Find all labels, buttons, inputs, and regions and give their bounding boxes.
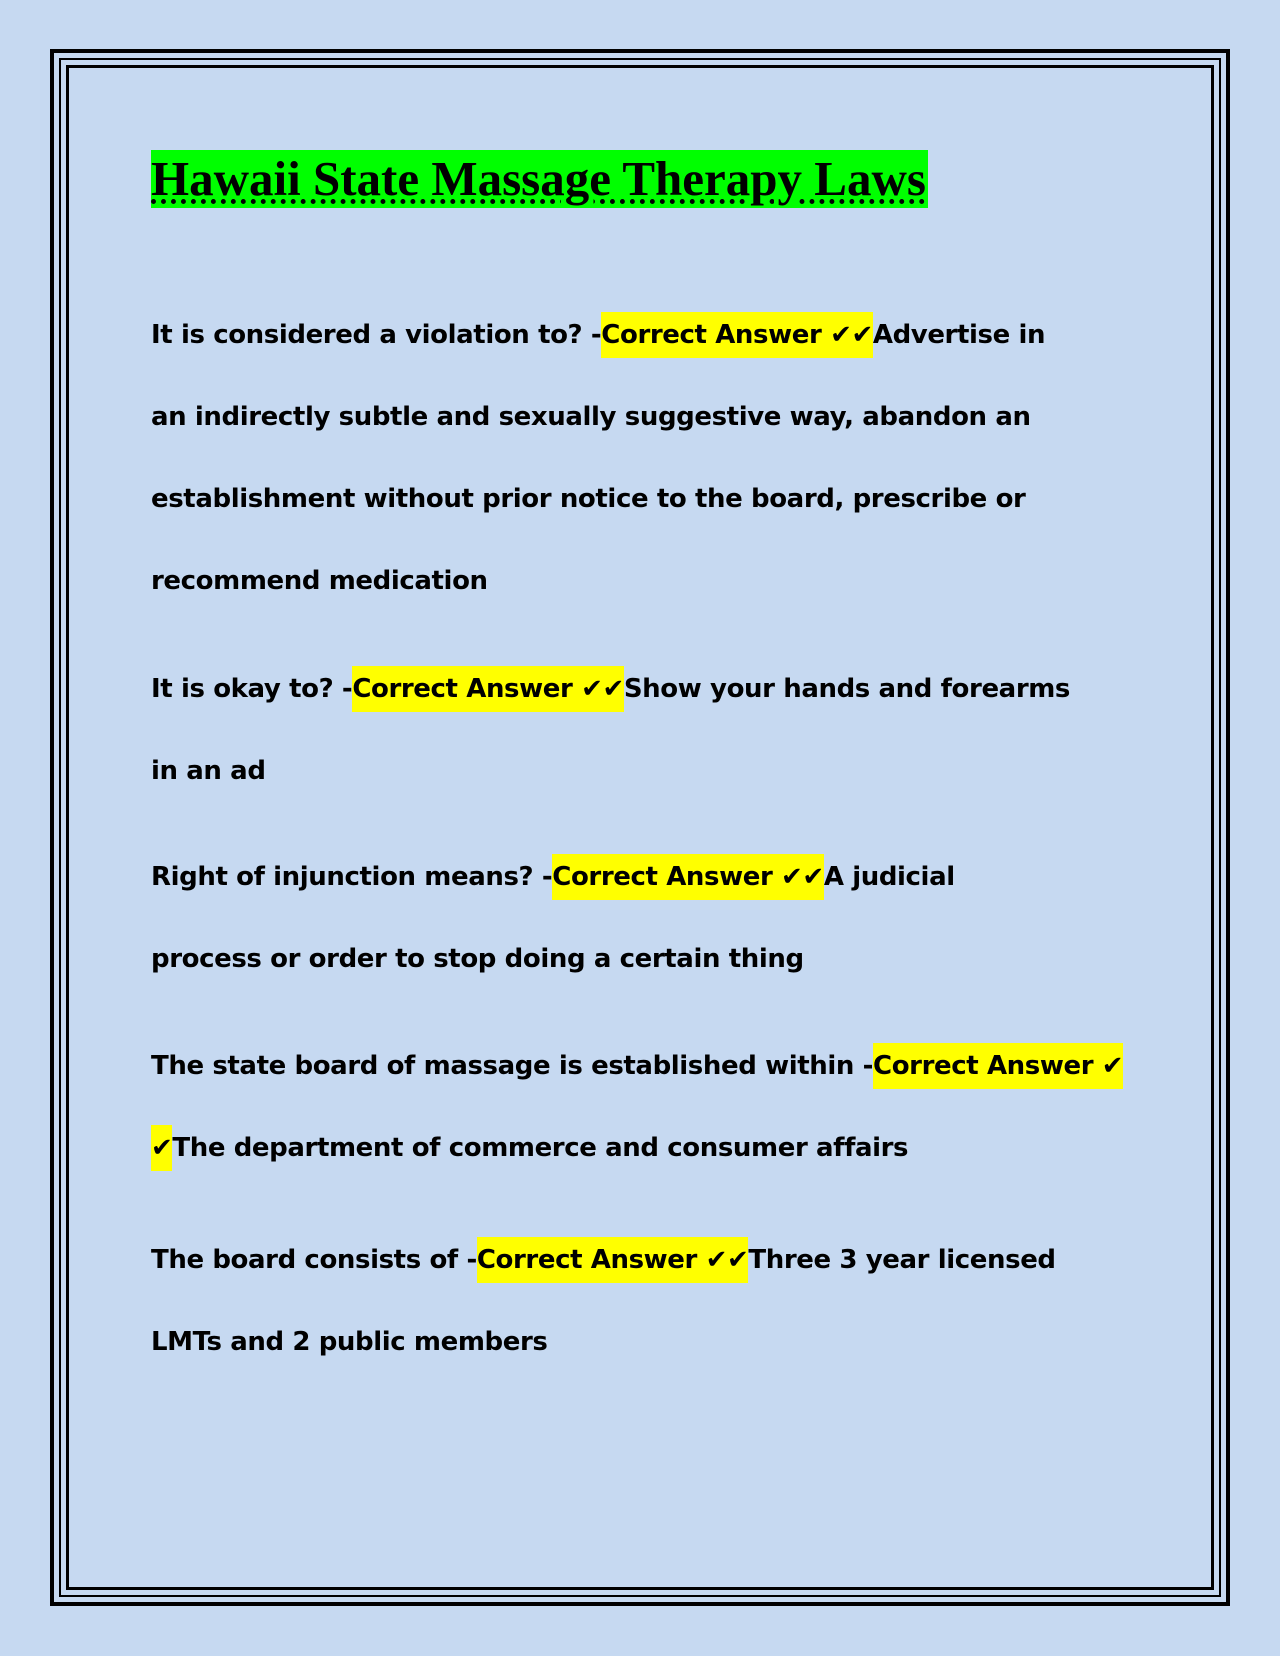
answer-label: Correct Answer — [552, 862, 773, 892]
question-text: The board consists of - — [151, 1245, 477, 1275]
question-text: The state board of massage is established within - — [151, 1051, 874, 1081]
answer-continuation: recommend medication — [151, 566, 488, 596]
document-body — [151, 150, 1141, 1357]
answer-text: Show your hands and forearms — [623, 674, 1071, 704]
qa-item — [151, 1025, 1123, 1189]
answer-label: Correct Answer — [352, 674, 573, 704]
qa-item — [151, 648, 1070, 812]
answer-highlight — [601, 312, 873, 358]
answer-highlight — [151, 1125, 172, 1171]
answer-continuation: establishment without prior notice to the board, prescribe or — [151, 484, 1026, 514]
qa-line — [151, 294, 1045, 376]
qa-item — [151, 836, 955, 1000]
qa-line — [151, 1219, 1056, 1301]
check-icon: ✔✔ — [830, 320, 873, 350]
check-icon: ✔✔ — [705, 1245, 749, 1275]
qa-line — [151, 836, 955, 918]
answer-text: The department of commerce and consumer affairs — [172, 1133, 909, 1163]
qa-line — [151, 1107, 1123, 1189]
answer-highlight — [873, 1043, 1123, 1089]
answer-text: A judicial — [823, 862, 955, 892]
answer-highlight — [477, 1237, 749, 1283]
qa-line — [151, 1025, 1123, 1107]
answer-highlight — [552, 854, 824, 900]
answer-continuation: in an ad — [151, 756, 266, 786]
answer-continuation: process or order to stop doing a certain thing — [151, 944, 804, 974]
check-icon: ✔✔ — [581, 674, 624, 704]
answer-label: Correct Answer — [476, 1245, 697, 1275]
answer-text: Advertise in — [872, 320, 1046, 350]
answer-label: Correct Answer — [873, 1051, 1094, 1081]
answer-text: Three 3 year licensed — [748, 1245, 1056, 1275]
check-icon: ✔ — [1101, 1051, 1124, 1081]
answer-continuation: an indirectly subtle and sexually suggestive way, abandon an — [151, 402, 1031, 432]
answer-continuation: LMTs and 2 public members — [151, 1327, 548, 1357]
qa-item — [151, 1219, 1056, 1383]
question-text: Right of injunction means? - — [151, 862, 553, 892]
question-text: It is okay to? - — [151, 674, 353, 704]
qa-line — [151, 648, 1070, 730]
qa-item — [151, 294, 1045, 622]
document-title: Hawaii State Massage Therapy Laws — [151, 151, 926, 206]
question-text: It is considered a violation to? - — [151, 320, 602, 350]
check-icon: ✔✔ — [781, 862, 824, 892]
answer-highlight — [352, 666, 624, 712]
check-icon: ✔ — [151, 1133, 173, 1163]
answer-label: Correct Answer — [601, 320, 822, 350]
